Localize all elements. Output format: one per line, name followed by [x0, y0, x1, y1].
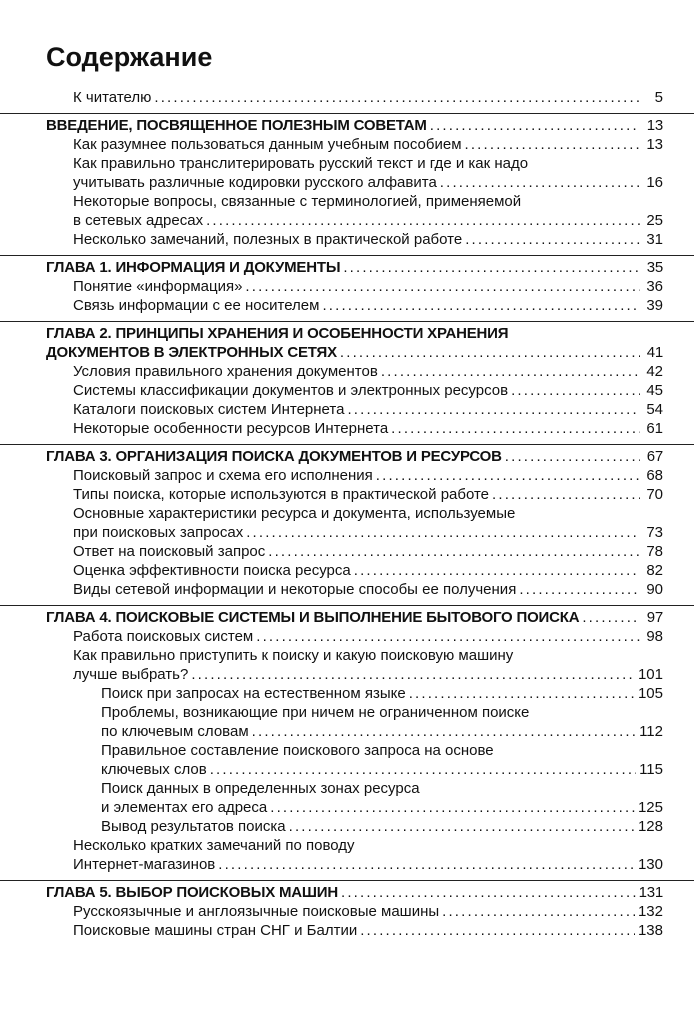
dot-leader — [252, 722, 636, 741]
toc-entry-text: Поисковые машины стран СНГ и Балтии — [73, 922, 358, 939]
dot-leader — [430, 116, 640, 135]
page-number: 98 — [646, 628, 663, 645]
toc-entry-text: лучше выбрать? — [73, 666, 189, 683]
toc-entry — [0, 561, 694, 580]
page-number: 131 — [638, 884, 663, 901]
dot-leader — [289, 817, 635, 836]
toc-entry — [0, 741, 694, 779]
page-number: 97 — [646, 609, 663, 626]
toc-entry — [0, 277, 694, 296]
dot-leader — [343, 258, 640, 277]
page-number: 82 — [646, 562, 663, 579]
toc-entry — [0, 921, 694, 940]
dot-leader — [492, 485, 640, 504]
toc-entry-text: Понятие «информация» — [73, 278, 243, 295]
page-title: Содержание — [46, 42, 213, 72]
toc-chapter — [0, 113, 694, 135]
dot-leader — [322, 296, 640, 315]
page-number: 130 — [637, 856, 663, 873]
page-number: 128 — [637, 818, 663, 835]
page-number: 54 — [646, 401, 663, 418]
page-number: 78 — [646, 543, 663, 560]
page-number: 73 — [646, 524, 663, 541]
dot-leader — [245, 277, 640, 296]
page-number: 70 — [646, 486, 663, 503]
toc-entry-text: Связь информации с ее носителем — [73, 297, 320, 314]
toc-chapter — [0, 321, 694, 362]
toc-entry-text: Типы поиска, которые используются в практической работе — [73, 486, 490, 503]
toc-entry-text: ГЛАВА 4. ПОИСКОВЫЕ СИСТЕМЫ И ВЫПОЛНЕНИЕ БЫТОВОГО ПОИСКА — [46, 609, 580, 626]
toc-entry-text: ключевых слов — [101, 761, 207, 778]
toc-entry — [0, 400, 694, 419]
page-number: 5 — [654, 89, 663, 106]
toc-entry — [0, 230, 694, 249]
dot-leader — [442, 902, 635, 921]
toc-entry — [0, 504, 694, 542]
page-number: 105 — [637, 685, 663, 702]
toc-entry-text: ВВЕДЕНИЕ, ПОСВЯЩЕННОЕ ПОЛЕЗНЫМ СОВЕТАМ — [46, 117, 427, 134]
page-number: 90 — [646, 581, 663, 598]
page-number: 41 — [646, 344, 663, 361]
dot-leader — [440, 173, 640, 192]
page-number: 132 — [637, 903, 663, 920]
dot-leader — [191, 665, 635, 684]
toc-entry — [0, 684, 694, 703]
toc-entry-text: Как разумнее пользоваться данным учебным пособием — [73, 136, 462, 153]
toc-entry — [0, 135, 694, 154]
page-number: 25 — [646, 212, 663, 229]
toc-entry — [0, 362, 694, 381]
dot-leader — [268, 542, 640, 561]
dot-leader — [340, 343, 640, 362]
toc-entry-text: Вывод результатов поиска — [101, 818, 286, 835]
toc-chapter — [0, 605, 694, 627]
toc-entry-text: ГЛАВА 1. ИНФОРМАЦИЯ И ДОКУМЕНТЫ — [46, 259, 341, 276]
toc-entry-text: Оценка эффективности поиска ресурса — [73, 562, 351, 579]
dot-leader — [465, 135, 640, 154]
toc-entry-text: Несколько замечаний, полезных в практической работе — [73, 231, 463, 248]
toc-entry-text: ГЛАВА 3. ОРГАНИЗАЦИЯ ПОИСКА ДОКУМЕНТОВ И РЕСУРСОВ — [46, 448, 502, 465]
toc-entry-text: Как правильно транслитерировать русский текст и где и как надо — [73, 155, 529, 172]
page-number: 125 — [637, 799, 663, 816]
toc-entry-text: Работа поисковых систем — [73, 628, 254, 645]
page-number: 61 — [646, 420, 663, 437]
toc-entry-text: Проблемы, возникающие при ничем не ограниченном поиске — [101, 704, 530, 721]
toc-entry-text: ДОКУМЕНТОВ В ЭЛЕКТРОННЫХ СЕТЯХ — [46, 344, 337, 361]
page-number: 35 — [646, 259, 663, 276]
toc-entry-text: Некоторые особенности ресурсов Интернета — [73, 420, 389, 437]
dot-leader — [341, 883, 636, 902]
dot-leader — [465, 230, 640, 249]
dot-leader — [256, 627, 640, 646]
dot-leader — [206, 211, 640, 230]
dot-leader — [154, 88, 640, 107]
page-number: 138 — [637, 922, 663, 939]
toc-entry — [0, 88, 694, 107]
toc-entry-text: Поиск при запросах на естественном языке — [101, 685, 406, 702]
toc-entry-text: Правильное составление поискового запроса на основе — [101, 742, 494, 759]
toc-list — [0, 88, 694, 940]
toc-entry — [0, 192, 694, 230]
toc-entry-text: Основные характеристики ресурса и документа, используемые — [73, 505, 516, 522]
toc-entry-text: Условия правильного хранения документов — [73, 363, 378, 380]
page-number: 42 — [646, 363, 663, 380]
toc-entry — [0, 296, 694, 315]
toc-entry-text: Русскоязычные и англоязычные поисковые машины — [73, 903, 440, 920]
toc-entry-text: при поисковых запросах — [73, 524, 244, 541]
dot-leader — [270, 798, 635, 817]
page-number: 13 — [646, 136, 663, 153]
dot-leader — [218, 855, 635, 874]
toc-entry — [0, 580, 694, 599]
dot-leader — [511, 381, 640, 400]
dot-leader — [210, 760, 636, 779]
toc-entry-text: в сетевых адресах — [73, 212, 204, 229]
toc-entry-text: К читателю — [73, 89, 152, 106]
toc-entry-text: Как правильно приступить к поиску и какую поисковую машину — [73, 647, 514, 664]
dot-leader — [391, 419, 640, 438]
toc-entry — [0, 627, 694, 646]
toc-entry — [0, 542, 694, 561]
toc-chapter — [0, 444, 694, 466]
toc-entry-text: ГЛАВА 5. ВЫБОР ПОИСКОВЫХ МАШИН — [46, 884, 338, 901]
toc-entry — [0, 381, 694, 400]
toc-entry-text: Интернет-магазинов — [73, 856, 216, 873]
page-number: 31 — [646, 231, 663, 248]
toc-entry-text: Несколько кратких замечаний по поводу — [73, 837, 355, 854]
toc-entry-text: Системы классификации документов и электронных ресурсов — [73, 382, 509, 399]
dot-leader — [347, 400, 640, 419]
toc-entry — [0, 902, 694, 921]
page-number: 13 — [646, 117, 663, 134]
toc-chapter — [0, 255, 694, 277]
toc-entry — [0, 703, 694, 741]
toc-entry — [0, 466, 694, 485]
dot-leader — [582, 608, 640, 627]
dot-leader — [505, 447, 640, 466]
toc-entry-text: учитывать различные кодировки русского алфавита — [73, 174, 437, 191]
toc-entry-text: и элементах его адреса — [101, 799, 268, 816]
dot-leader — [354, 561, 640, 580]
page-number: 16 — [646, 174, 663, 191]
dot-leader — [409, 684, 635, 703]
dot-leader — [381, 362, 640, 381]
page-number: 39 — [646, 297, 663, 314]
toc-entry-text: по ключевым словам — [101, 723, 249, 740]
toc-entry — [0, 154, 694, 192]
dot-leader — [376, 466, 640, 485]
page-number: 67 — [646, 448, 663, 465]
toc-entry-text: Поиск данных в определенных зонах ресурса — [101, 780, 420, 797]
toc-entry-text: Поисковый запрос и схема его исполнения — [73, 467, 373, 484]
toc-entry-text: Каталоги поисковых систем Интернета — [73, 401, 345, 418]
toc-chapter — [0, 880, 694, 902]
toc-entry-text: ГЛАВА 2. ПРИНЦИПЫ ХРАНЕНИЯ И ОСОБЕННОСТИ ХРАНЕНИЯ — [46, 325, 509, 342]
dot-leader — [519, 580, 640, 599]
page-number: 115 — [639, 761, 663, 778]
toc-entry-text: Виды сетевой информации и некоторые способы ее получения — [73, 581, 517, 598]
toc-entry-text: Ответ на поисковый запрос — [73, 543, 266, 560]
page-number: 68 — [646, 467, 663, 484]
toc-entry — [0, 817, 694, 836]
dot-leader — [246, 523, 640, 542]
dot-leader — [360, 921, 635, 940]
toc-entry — [0, 779, 694, 817]
toc-entry — [0, 419, 694, 438]
toc-entry-text: Некоторые вопросы, связанные с терминологией, применяемой — [73, 193, 522, 210]
page-number: 101 — [637, 666, 663, 683]
page-number: 36 — [646, 278, 663, 295]
toc-entry — [0, 646, 694, 684]
page-number: 112 — [639, 723, 663, 740]
page-number: 45 — [646, 382, 663, 399]
toc-entry — [0, 485, 694, 504]
toc-entry — [0, 836, 694, 874]
